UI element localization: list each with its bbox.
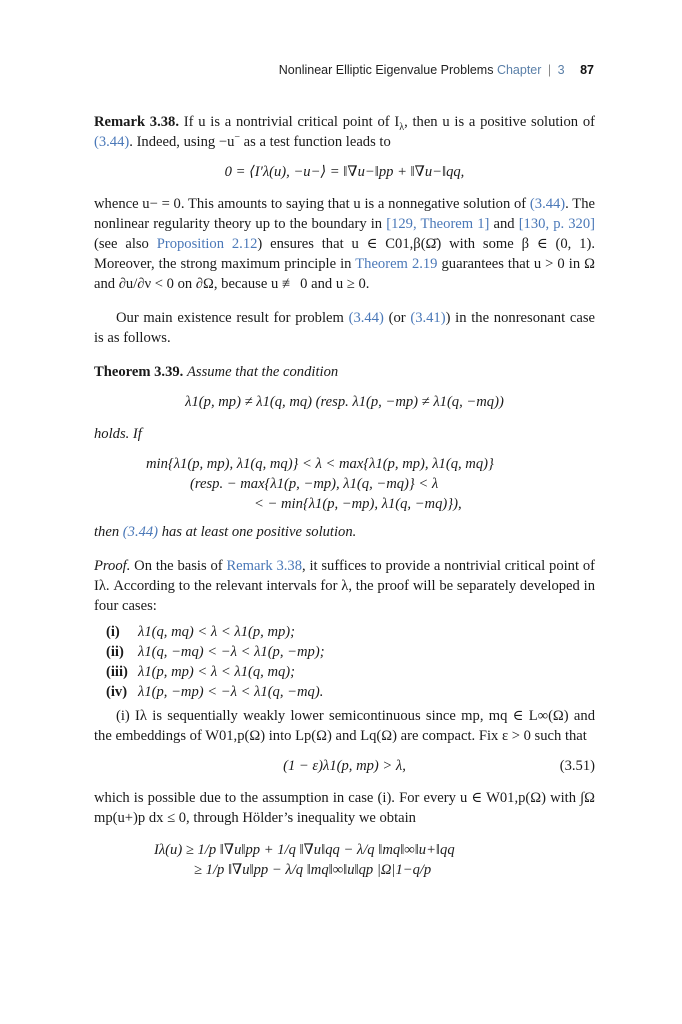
intro-paragraph (94, 308, 595, 348)
case-text: λ1(q, −mq) < −λ < λ1(p, −mp); (138, 644, 325, 660)
remark-label: Remark 3.38. (94, 114, 179, 130)
book-title: Nonlinear Elliptic Eigenvalue Problems (278, 63, 494, 77)
citation-link[interactable]: [129, Theorem 1] (386, 216, 490, 232)
case-item (106, 622, 595, 642)
remark-paragraph: Remark 3.38. If u is a nontrivial critical point of $I_\lambda$, then u is a positive solution of (3.44). Indeed, using −u− as a test function leads to (94, 114, 595, 150)
inequality-line: ≥ 1/p ‖∇u‖pp − λ/q ‖mq‖∞‖u‖qp |Ω|1−q/p (194, 862, 432, 878)
proof-paragraph (94, 556, 595, 616)
theorem-conclusion (94, 522, 595, 542)
remark-text: . The nonlinear regularity theory up to the boundary in (94, 196, 595, 232)
case-label: (iv) (106, 684, 128, 700)
chapter-label: Chapter (496, 63, 542, 77)
case-label: (iii) (106, 664, 128, 680)
remark-text: . Indeed, using −u (129, 134, 235, 150)
theorem-condition: λ1(p, mp) ≠ λ1(q, mq) (resp. λ1(p, −mp) ≠ λ1(q, −mq)) (185, 394, 504, 410)
equation-body: (1 − ε)λ1(p, mp) > λ, (283, 758, 406, 774)
theorem-text: has at least one positive solution. (158, 524, 357, 540)
equation-ref-link[interactable]: (3.44) (529, 196, 566, 212)
case-item (106, 642, 595, 662)
proof-case-i-paragraph: (i) Iλ is sequentially weakly lower semicontinuous since mp, mq ∈ L∞(Ω) and the embeddings of W01,p(Ω) into Lp(Ω) and Lq(Ω) are compact. Fix ε > 0 such that (94, 708, 595, 744)
equation-number: (3.51) (559, 758, 595, 774)
theorem-text: Assume that the condition (186, 364, 339, 380)
case-text: λ1(q, mq) < λ < λ1(p, mp); (138, 624, 296, 640)
header-separator: | (547, 63, 552, 77)
remark-text: , then u is a positive solution of (404, 114, 595, 130)
case-label: (i) (106, 624, 120, 640)
remark-text: as a test function leads to (240, 134, 391, 150)
inequality-line: (resp. − max{λ1(p, −mp), λ1(q, −mq)} < λ (190, 476, 439, 492)
page-body (94, 112, 595, 888)
inequality-line: Iλ(u) ≥ 1/p ‖∇u‖pp + 1/q ‖∇u‖qq − λ/q ‖mq‖∞‖u+‖qq (154, 842, 455, 858)
theorem-ref-link[interactable]: Theorem 2.19 (355, 256, 438, 272)
remark-text: (see also (94, 236, 157, 252)
proof-label: Proof. (94, 558, 131, 574)
equation-ref-link[interactable]: (3.44) (348, 310, 384, 326)
intro-text: Our main existence result for problem (116, 310, 349, 326)
inequality-line: < − min{λ1(p, −mp), λ1(q, −mq)}), (254, 496, 462, 512)
citation-link[interactable]: [130, p. 320] (518, 216, 595, 232)
remark-text: whence u− = 0. This amounts to saying that u is a nonnegative solution of (94, 196, 530, 212)
equation-ref-link[interactable]: (3.44) (94, 134, 130, 150)
theorem-inequality (94, 454, 595, 514)
case-text: λ1(p, mp) < λ < λ1(q, mq); (138, 664, 296, 680)
theorem-paragraph (94, 362, 595, 382)
remark-text: If u is a nontrivial critical point of I (183, 114, 400, 130)
case-list (106, 622, 595, 702)
equation-ref-link[interactable]: (3.44) (122, 524, 159, 540)
case-label: (ii) (106, 644, 124, 660)
proposition-ref-link[interactable]: Proposition 2.12 (156, 236, 258, 252)
page-number: 87 (580, 63, 594, 77)
inequality-line: min{λ1(p, mp), λ1(q, mq)} < λ < max{λ1(p, mp), λ1(q, mq)} (146, 456, 494, 472)
intro-text: ) in the nonresonant case is as follows. (94, 310, 595, 346)
case-text: λ1(p, −mp) < −λ < λ1(q, −mq). (138, 684, 324, 700)
chapter-number: 3 (557, 63, 565, 77)
remark-text: guarantees that u > 0 in Ω and ∂u/∂ν < 0 on ∂Ω, because u ≢ 0 and u ≥ 0. (94, 256, 595, 292)
case-item (106, 662, 595, 682)
remark-equation: 0 = ⟨I′λ(u), −u−⟩ = ‖∇u−‖pp + ‖∇u−‖qq, (224, 164, 465, 180)
proof-text: , it suffices to provide a nontrivial critical point of Iλ. According to the relevant intervals for λ, the proof will be separately developed in four cases: (94, 558, 595, 614)
theorem-label: Theorem 3.39. (94, 364, 184, 380)
case-item (106, 682, 595, 702)
theorem-text: holds. If (94, 426, 142, 442)
intro-text: (or (383, 310, 411, 326)
proof-text: On the basis of (130, 558, 227, 574)
remark-text: ) ensures that u ∈ C01,β(Ω̄) with some β ∈ (0, 1). Moreover, the strong maximum principle in (94, 236, 595, 272)
final-inequality (94, 840, 595, 880)
running-header (0, 63, 594, 77)
equation-3-51 (94, 756, 595, 776)
remark-ref-link[interactable]: Remark 3.38 (226, 558, 302, 574)
equation-ref-link[interactable]: (3.41) (410, 310, 446, 326)
remark-text: and (489, 216, 519, 232)
remark-continuation (94, 194, 595, 294)
proof-holder-paragraph: which is possible due to the assumption in case (i). For every u ∈ W01,p(Ω) with ∫Ω mp(u+)p dx ≤ 0, through Hölder’s inequality we obtain (94, 790, 595, 826)
theorem-text: then (94, 524, 123, 540)
